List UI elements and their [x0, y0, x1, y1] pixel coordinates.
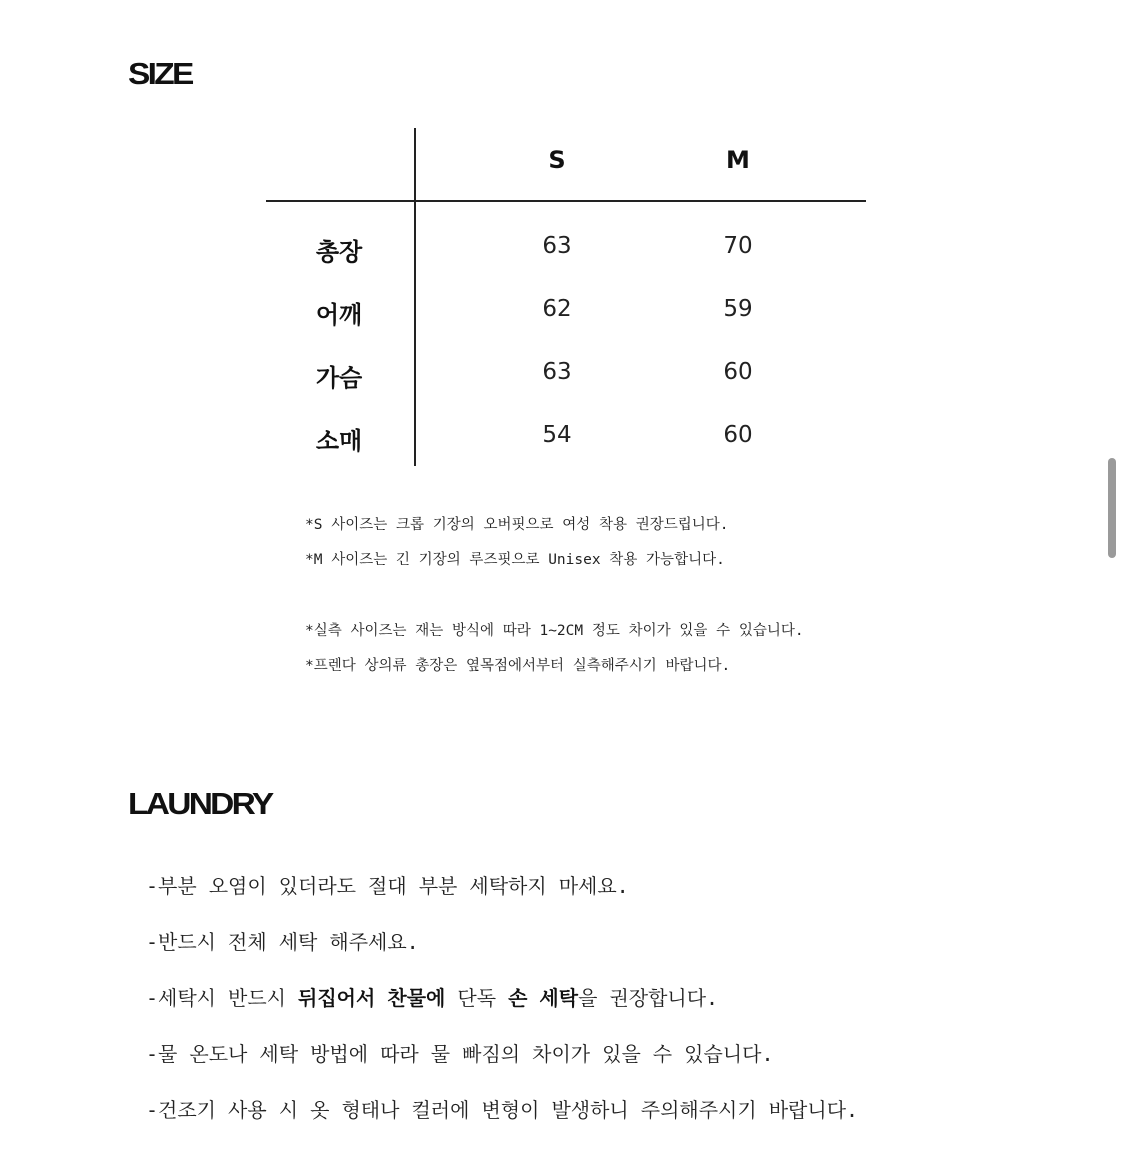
table-row — [266, 291, 866, 331]
size-note-length: *프렌다 상의류 총장은 옆목점에서부터 실측해주시기 바랍니다. — [305, 658, 731, 674]
cell-m: 70 — [723, 233, 753, 259]
column-header-m: M — [726, 146, 750, 174]
laundry-text: -세탁시 반드시 — [146, 986, 299, 1010]
laundry-emphasis: 손 세탁 — [508, 986, 579, 1010]
laundry-list — [146, 868, 858, 1148]
list-item — [146, 980, 858, 1036]
list-item: -건조기 사용 시 옷 형태나 컬러에 변형이 발생하니 주의해주시기 바랍니다. — [146, 1098, 859, 1122]
cell-s: 63 — [542, 233, 572, 259]
laundry-text: 을 권장합니다. — [578, 986, 719, 1010]
laundry-text: 단독 — [445, 986, 509, 1010]
laundry-emphasis: 뒤집어서 찬물에 — [298, 986, 446, 1010]
cell-s: 54 — [542, 422, 572, 448]
cell-s: 63 — [542, 359, 572, 385]
row-label-shoulder: 어깨 — [315, 301, 363, 329]
cell-m: 60 — [723, 359, 753, 385]
scrollbar-thumb[interactable] — [1108, 458, 1116, 558]
size-section-title: SIZE — [128, 56, 192, 91]
row-label-length: 총장 — [315, 238, 363, 266]
table-row — [266, 354, 866, 394]
size-note-m: *M 사이즈는 긴 기장의 루즈핏으로 Unisex 착용 가능합니다. — [305, 552, 725, 568]
list-item: -부분 오염이 있더라도 절대 부분 세탁하지 마세요. — [146, 874, 629, 898]
size-note-s: *S 사이즈는 크롭 기장의 오버핏으로 여성 착용 권장드립니다. — [305, 517, 729, 533]
cell-m: 59 — [723, 296, 753, 322]
column-header-s: S — [548, 146, 566, 174]
laundry-section-title: LAUNDRY — [128, 786, 272, 821]
table-horizontal-divider — [266, 200, 866, 202]
cell-s: 62 — [542, 296, 572, 322]
list-item: -반드시 전체 세탁 해주세요. — [146, 930, 419, 954]
table-row — [266, 417, 866, 457]
row-label-sleeve: 소매 — [315, 427, 363, 455]
list-item: -물 온도나 세탁 방법에 따라 물 빠짐의 차이가 있을 수 있습니다. — [146, 1042, 774, 1066]
cell-m: 60 — [723, 422, 753, 448]
size-table — [266, 128, 866, 468]
table-row — [266, 228, 866, 268]
size-note-measurement: *실측 사이즈는 재는 방식에 따라 1~2CM 정도 차이가 있을 수 있습니다. — [305, 623, 804, 639]
row-label-chest: 가슴 — [315, 364, 363, 392]
